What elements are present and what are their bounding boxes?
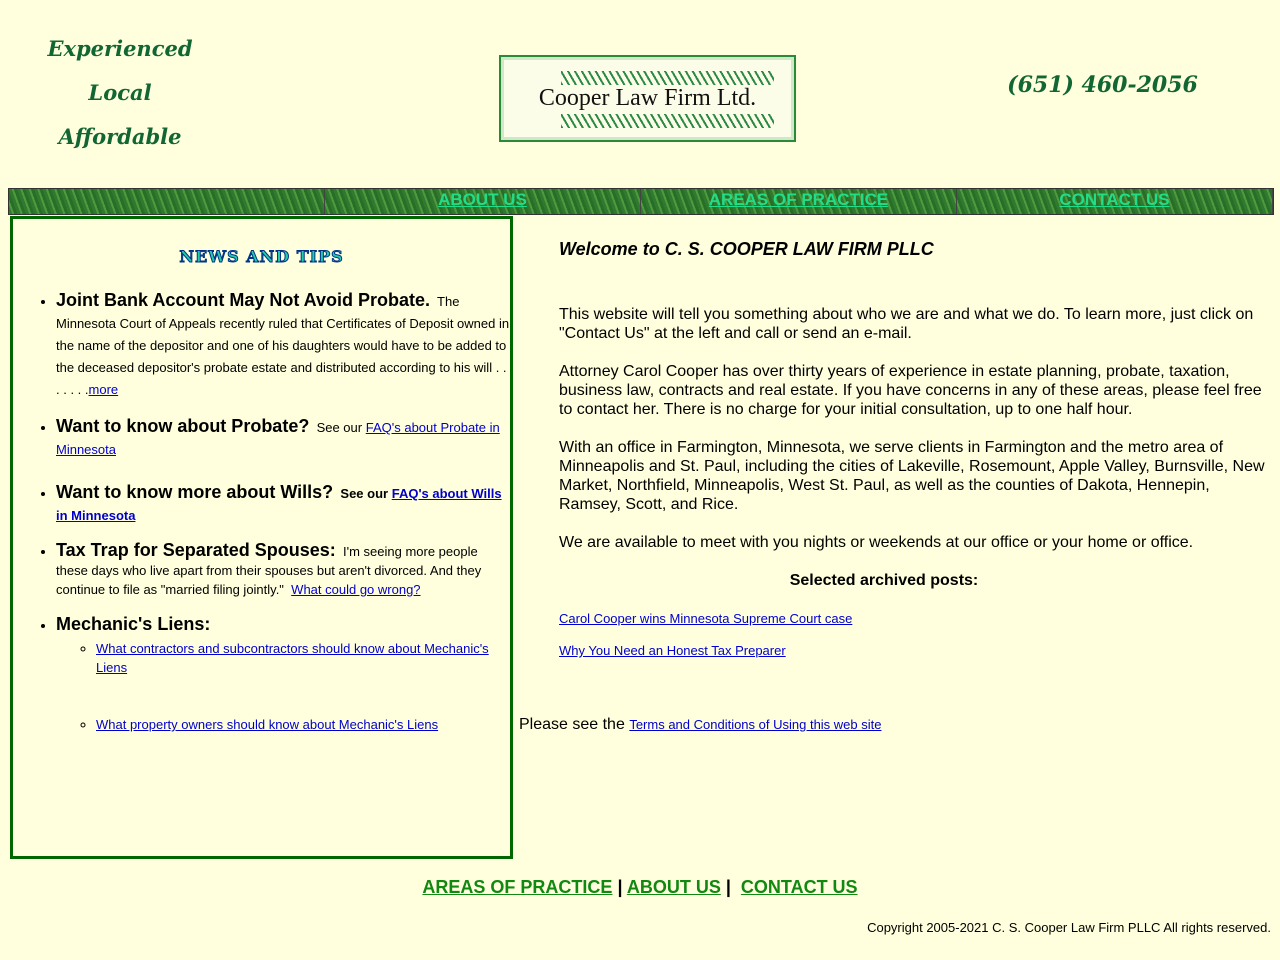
- news-item: [56, 613, 510, 734]
- nav-about-us[interactable]: ABOUT US: [438, 190, 527, 209]
- terms-prefix: Please see the: [519, 716, 625, 733]
- footer-about-link[interactable]: ABOUT US: [626, 877, 721, 897]
- footer-contact-link[interactable]: CONTACT US: [740, 877, 858, 897]
- experience-paragraph: Attorney Carol Cooper has over thirty years of experience in estate planning, probate, taxation, business law, contracts and real estate. If you have concerns in any of these areas, please feel free to contact her. There is no charge for your initial consultation, up to one half hour.: [559, 363, 1262, 418]
- news-heading: Want to know about Probate?: [56, 416, 310, 436]
- tagline-local: Local: [88, 80, 152, 105]
- separator: |: [617, 877, 623, 897]
- news-heading: Want to know more about Wills?: [56, 482, 334, 502]
- news-title: NEWS AND TIPS: [179, 247, 344, 266]
- news-item: [56, 481, 510, 527]
- news-panel: [10, 216, 513, 859]
- liens-owners-link[interactable]: What property owners should know about Mechanic's Liens: [96, 717, 439, 732]
- news-heading: Joint Bank Account May Not Avoid Probate.: [56, 290, 431, 310]
- terms-line: [519, 716, 882, 734]
- wills-faq-link[interactable]: FAQ's about Wills in Minnesota: [56, 486, 502, 523]
- news-item: [56, 289, 510, 401]
- news-heading: Mechanic's Liens:: [56, 614, 211, 634]
- terms-link[interactable]: Terms and Conditions of Using this web site: [629, 717, 882, 732]
- news-item: [56, 415, 510, 461]
- tagline-affordable: Affordable: [58, 124, 182, 149]
- news-text: See our: [340, 486, 389, 501]
- firm-logo: [499, 55, 796, 142]
- liens-contractors-link[interactable]: What contractors and subcontractors should know about Mechanic's Liens: [96, 641, 489, 675]
- footer-areas-link[interactable]: AREAS OF PRACTICE: [422, 877, 613, 897]
- news-text: The Minnesota Court of Appeals recently ruled that Certificates of Deposit owned in the name of the depositor and one of his daughters would have to be added to the deceased depositor's probate estate and distributed according to his will . . . . . . .: [56, 294, 510, 397]
- news-text: I'm seeing more people these days who live apart from their spouses but aren't divorced. And they continue to file as "married filing jointly.": [56, 544, 482, 597]
- more-link[interactable]: more: [88, 382, 119, 397]
- tax-trap-link[interactable]: What could go wrong?: [291, 582, 421, 597]
- archived-title: Selected archived posts:: [789, 572, 979, 589]
- copyright: Copyright 2005-2021 C. S. Cooper Law Firm PLLC All rights reserved.: [867, 920, 1271, 935]
- welcome-heading: Welcome to C. S. COOPER LAW FIRM PLLC: [559, 239, 934, 259]
- main-content: [559, 240, 1269, 679]
- news-heading: Tax Trap for Separated Spouses:: [56, 540, 336, 560]
- archived-post-link[interactable]: Carol Cooper wins Minnesota Supreme Court case: [559, 611, 853, 626]
- tagline-experienced: Experienced: [47, 36, 193, 61]
- phone-number: (651) 460-2056: [1007, 72, 1198, 98]
- intro-paragraph: This website will tell you something about who we are and what we do. To learn more, just click on "Contact Us" at the left and call or send an e-mail.: [559, 306, 1254, 342]
- news-item: [56, 541, 510, 599]
- nav-spacer: [9, 189, 325, 214]
- nav-contact-us[interactable]: CONTACT US: [1059, 190, 1170, 209]
- news-text: See our: [316, 420, 363, 435]
- logo-text: Cooper Law Firm Ltd.: [535, 85, 760, 112]
- archived-post-link[interactable]: Why You Need an Honest Tax Preparer: [559, 643, 786, 658]
- probate-faq-link[interactable]: FAQ's about Probate in Minnesota: [56, 420, 500, 457]
- top-nav: [8, 188, 1274, 215]
- footer-nav: [0, 877, 1280, 898]
- nav-areas-of-practice[interactable]: AREAS OF PRACTICE: [708, 190, 889, 209]
- separator: |: [725, 877, 731, 897]
- availability-paragraph: We are available to meet with you nights or weekends at our office or your home or office.: [559, 534, 1194, 551]
- service-area-paragraph: With an office in Farmington, Minnesota, we serve clients in Farmington and the metro area of Minneapolis and St. Paul, including the cities of Lakeville, Rosemount, Apple Valley, Burnsville, New Market, Northfield, Minneapolis, West St. Paul, as well as the counties of Dakota, Hennepin, Ramsey, Scott, and Rice.: [559, 439, 1265, 513]
